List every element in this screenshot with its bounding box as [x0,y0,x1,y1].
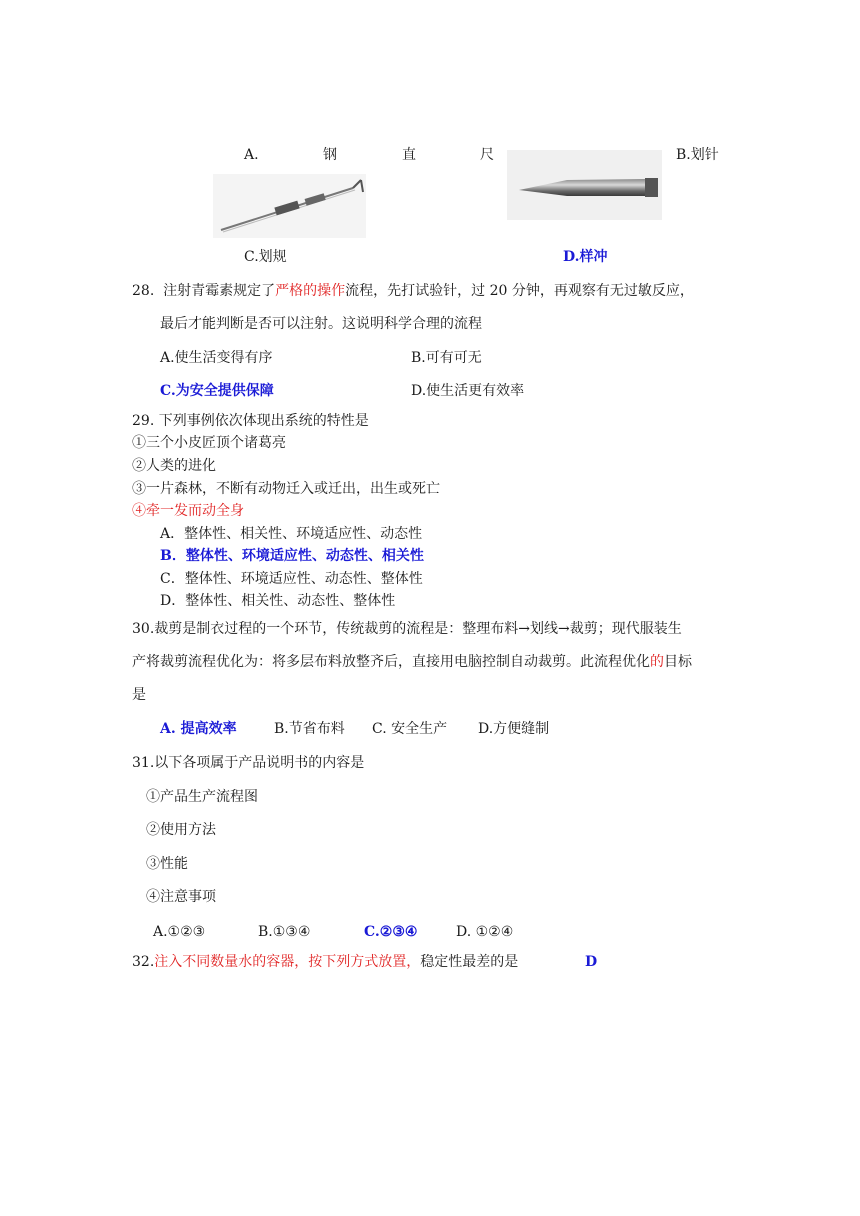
q29-option-b-answer: B．整体性、环境适应性、动态性、相关性 [160,548,424,564]
q28-text-highlight: 严格的操作 [275,283,346,299]
q27-option-a-char1: 钢 [323,147,337,163]
q28-stem [132,282,694,300]
q30-stem-line1: 30.裁剪是制衣过程的一个环节，传统裁剪的流程是：整理布料→划线→裁剪；现代服装生 [132,621,682,637]
q30-text-highlight: 的 [650,654,664,670]
q31-item-2: ②使用方法 [146,822,216,838]
q31-option-a: A.①②③ [153,924,206,940]
q31-option-d: D. ①②④ [456,924,514,940]
q28-option-b: B.可有可无 [411,350,482,366]
q29-item-1: ①三个小皮匠顶个诸葛亮 [132,435,286,451]
q27-option-a-char2: 直 [402,147,416,163]
scriber-image [507,150,662,220]
q29-option-c: C．整体性、环境适应性、动态性、整体性 [160,571,423,587]
q27-option-c: C.划规 [244,249,287,265]
q27-option-a-char3: 尺 [480,147,494,163]
q28-stem-line2: 最后才能判断是否可以注射。这说明科学合理的流程 [160,316,482,332]
q30-stem-line3: 是 [132,687,146,703]
q30-option-c: C. 安全生产 [372,721,448,737]
q30-stem-line2 [132,653,692,671]
q27-option-b: B.划针 [676,147,719,163]
q32-answer: D [585,954,598,970]
q31-item-3: ③性能 [146,856,188,872]
q27-option-a-prefix: A. [244,147,259,163]
q29-stem: 29. 下列事例依次体现出系统的特性是 [132,413,369,429]
q28-text-a: 注射青霉素规定了 [163,283,276,299]
q28-option-a: A.使生活变得有序 [160,350,273,366]
q32-stem [132,953,518,971]
q31-item-4: ④注意事项 [146,889,216,905]
q31-option-b: B.①③④ [258,924,311,940]
q28-option-d: D.使生活更有效率 [411,383,525,399]
q32-text-highlight: 注入不同数量水的容器，按下列方式放置， [154,954,421,970]
dividers-image [213,174,366,238]
q28-number: 28. [132,283,155,299]
q29-item-4: ④牵一发而动全身 [132,503,244,519]
q32-number: 32. [132,954,155,970]
q32-text-b: 稳定性最差的是 [420,954,519,970]
q30-text-b: 目标 [664,654,692,670]
q30-option-b: B.节省布料 [274,721,345,737]
q29-item-3: ③一片森林，不断有动物迁入或迁出，出生或死亡 [132,481,440,497]
q27-option-d-answer: D.样冲 [563,249,608,265]
q31-stem: 31.以下各项属于产品说明书的内容是 [132,755,365,771]
q29-item-2: ②人类的进化 [132,458,216,474]
q29-option-d: D．整体性、相关性、动态性、整体性 [160,593,396,609]
q28-text-b: 流程，先打试验针，过 20 分钟，再观察有无过敏反应， [345,283,694,299]
q29-option-a: A．整体性、相关性、环境适应性、动态性 [160,526,423,542]
q28-option-c-answer: C.为安全提供保障 [160,383,274,399]
q30-option-a-answer: A. 提高效率 [160,721,237,737]
q30-option-d: D.方便缝制 [478,721,550,737]
q31-option-c-answer: C.②③④ [364,924,418,940]
q30-text-a: 产将裁剪流程优化为：将多层布料放整齐后，直接用电脑控制自动裁剪。此流程优化 [132,654,650,670]
q31-item-1: ①产品生产流程图 [146,789,258,805]
